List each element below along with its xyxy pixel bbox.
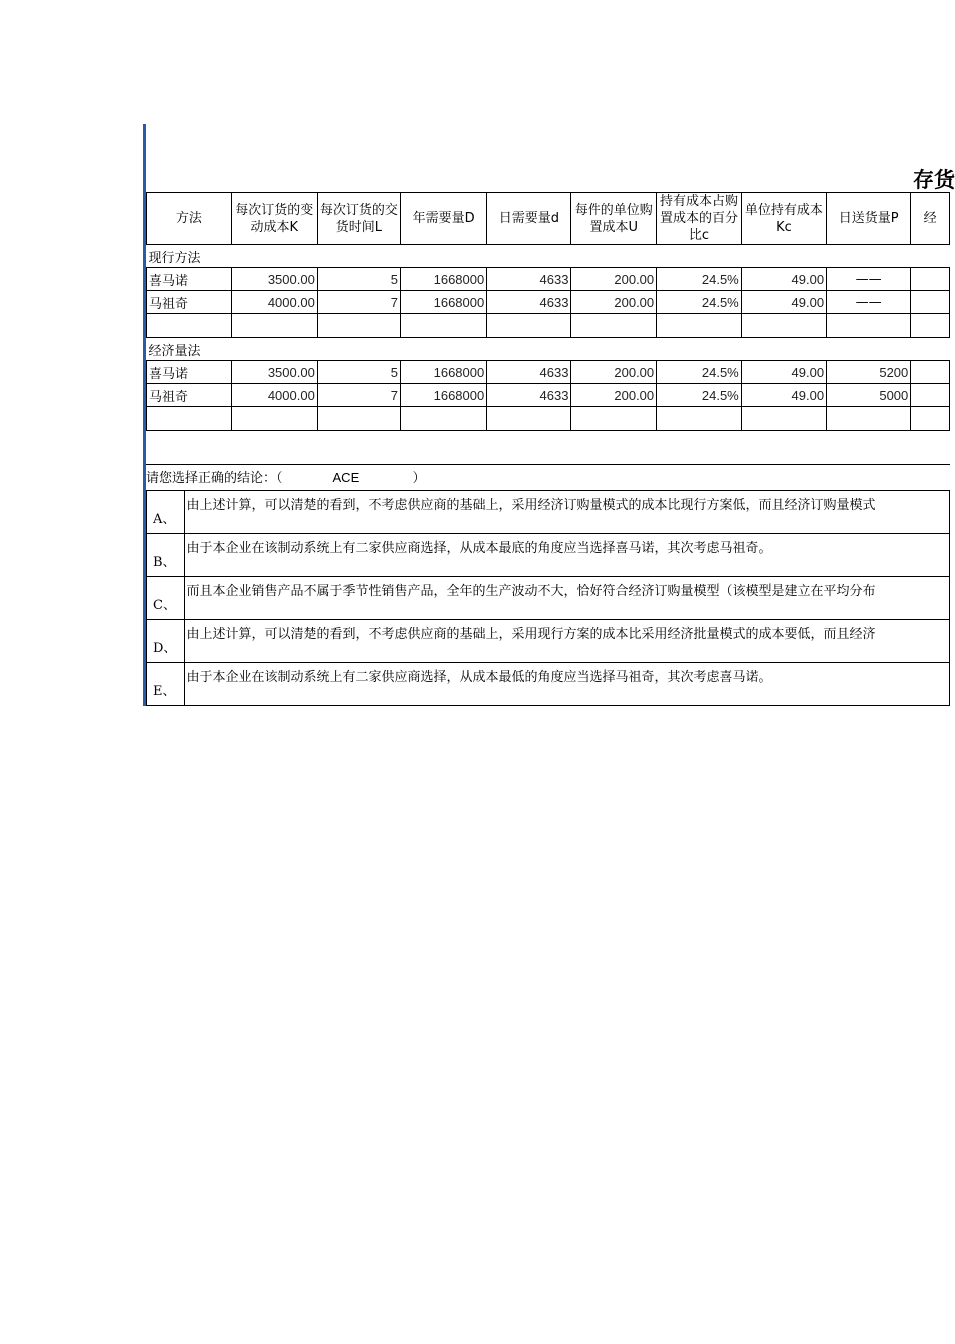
table-row [147, 268, 950, 291]
section-label-eoq: 经济量法 [148, 343, 201, 359]
cell-u: 200.00 [571, 291, 657, 314]
cell-u: 200.00 [571, 268, 657, 291]
header-d-annual: 年需要量D [400, 193, 486, 245]
option-text: 由上述计算，可以清楚的看到，不考虑供应商的基础上，采用现行方案的成本比采用经济批量模式的成本要低，而且经济 [184, 620, 949, 663]
cell-extra [911, 384, 950, 407]
cell-k: 4000.00 [231, 291, 317, 314]
option-label: A、 [147, 491, 185, 534]
header-method: 方法 [147, 193, 232, 245]
table-row [147, 291, 950, 314]
cell-p: 5000 [827, 384, 911, 407]
cell-k: 4000.00 [231, 384, 317, 407]
cell-name: 喜马诺 [147, 268, 232, 291]
header-row [147, 193, 950, 245]
cell-d-annual: 1668000 [400, 268, 486, 291]
cell-k: 3500.00 [231, 361, 317, 384]
option-text: 由上述计算，可以清楚的看到，不考虑供应商的基础上，采用经济订购量模式的成本比现行方案低，而且经济订购量模式 [184, 491, 949, 534]
conclusion-answer: ACE [332, 470, 360, 485]
blank-row [147, 314, 950, 338]
spreadsheet-image [143, 124, 955, 706]
cell-d-annual: 1668000 [400, 361, 486, 384]
option-text: 由于本企业在该制动系统上有二家供应商选择，从成本最底的角度应当选择喜马诺，其次考虑马祖奇。 [184, 534, 949, 577]
option-row [147, 577, 950, 620]
header-c: 持有成本占购置成本的百分比c [657, 193, 742, 245]
conclusion-line [146, 467, 426, 486]
header-k: 每次订货的变动成本K [231, 193, 317, 245]
section-label-current: 现行方法 [148, 250, 201, 266]
cell-name: 马祖奇 [147, 291, 232, 314]
table-row [147, 361, 950, 384]
table-row [147, 384, 950, 407]
cell-c: 24.5% [657, 384, 742, 407]
cell-name: 喜马诺 [147, 361, 232, 384]
cell-d-annual: 1668000 [400, 384, 486, 407]
header-u: 每件的单位购置成本U [571, 193, 657, 245]
option-label: C、 [147, 577, 185, 620]
section-row [147, 245, 950, 268]
cell-l: 7 [317, 291, 400, 314]
cell-kc: 49.00 [741, 361, 826, 384]
cell-d-daily: 4633 [487, 384, 571, 407]
cell-extra [911, 361, 950, 384]
cell-p: —— [827, 268, 911, 291]
cell-p: —— [827, 291, 911, 314]
cell-extra [911, 291, 950, 314]
cell-k: 3500.00 [231, 268, 317, 291]
option-text: 而且本企业销售产品不属于季节性销售产品，全年的生产波动不大，恰好符合经济订购量模型（该模型是建立在平均分布 [184, 577, 949, 620]
options-table [146, 490, 950, 706]
cell-p: 5200 [827, 361, 911, 384]
conclusion-prompt: 请您选择正确的结论：（ [146, 471, 283, 486]
cell-c: 24.5% [657, 291, 742, 314]
conclusion-close: ） [412, 471, 426, 486]
cell-kc: 49.00 [741, 291, 826, 314]
option-row [147, 620, 950, 663]
cell-kc: 49.00 [741, 384, 826, 407]
divider [146, 464, 950, 465]
sheet-title: 存货 [913, 167, 955, 192]
option-label: B、 [147, 534, 185, 577]
option-label: D、 [147, 620, 185, 663]
option-row [147, 663, 950, 706]
cell-u: 200.00 [571, 361, 657, 384]
cell-kc: 49.00 [741, 268, 826, 291]
cell-c: 24.5% [657, 268, 742, 291]
section-row [147, 338, 950, 361]
header-d-daily: 日需要量d [487, 193, 571, 245]
option-row [147, 491, 950, 534]
header-l: 每次订货的交货时间L [317, 193, 400, 245]
option-text: 由于本企业在该制动系统上有二家供应商选择，从成本最低的角度应当选择马祖奇，其次考虑喜马诺。 [184, 663, 949, 706]
option-label: E、 [147, 663, 185, 706]
cell-l: 5 [317, 361, 400, 384]
header-extra: 经 [911, 193, 950, 245]
cell-name: 马祖奇 [147, 384, 232, 407]
cell-d-daily: 4633 [487, 291, 571, 314]
option-row [147, 534, 950, 577]
cell-d-daily: 4633 [487, 268, 571, 291]
cell-l: 5 [317, 268, 400, 291]
header-p: 日送货量P [827, 193, 911, 245]
cell-d-annual: 1668000 [400, 291, 486, 314]
cell-d-daily: 4633 [487, 361, 571, 384]
inventory-table [146, 192, 950, 431]
cell-c: 24.5% [657, 361, 742, 384]
cell-l: 7 [317, 384, 400, 407]
header-kc: 单位持有成本Kc [741, 193, 826, 245]
cell-extra [911, 268, 950, 291]
blank-row [147, 407, 950, 431]
cell-u: 200.00 [571, 384, 657, 407]
